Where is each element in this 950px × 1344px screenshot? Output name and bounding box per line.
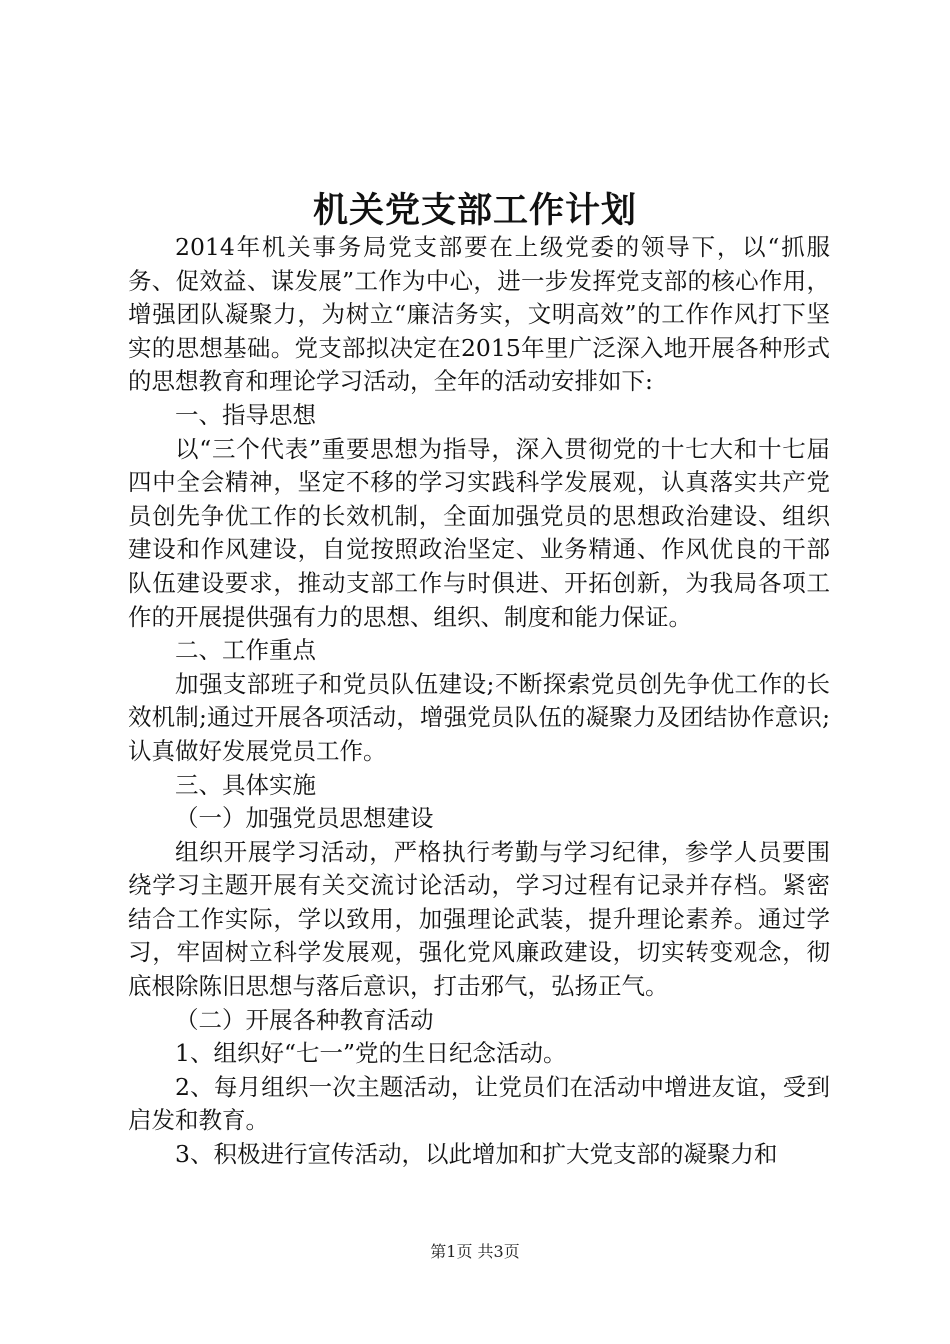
page-footer: 第1页 共3页 xyxy=(430,1242,520,1261)
body-paragraph: 以“三个代表”重要思想为指导，深入贯彻党的十七大和十七届四中全会精神，坚定不移的学习实践科学发展观，认真落实共产党员创先争优工作的长效机制，全面加强党员的思想政治建设、组织建设和作风建设，自觉按照政治坚定、业务精通、作风优良的干部队伍建设要求，推动支部工作与时俱进、开拓创新，为我局各项工作的开展提供强有力的思想、组织、制度和能力保证。 xyxy=(128,434,830,631)
section-heading: 二、工作重点 xyxy=(175,636,316,665)
intro-paragraph: 2014年机关事务局党支部要在上级党委的领导下，以“抓服务、促效益、谋发展”工作为中心，进一步发挥党支部的核心作用，增强团队凝聚力，为树立“廉洁务实，文明高效”的工作作风打下坚实的思想基础。党支部拟决定在2015年里广泛深入地开展各种形式的思想教育和理论学习活动，全年的活动安排如下: xyxy=(128,233,830,396)
document-body xyxy=(128,231,830,1172)
body-paragraph: 组织开展学习活动，严格执行考勤与学习纪律，参学人员要围绕学习主题开展有关交流讨论活动，学习过程有记录并存档。紧密结合工作实际，学以致用，加强理论武装，提升理论素养。通过学习，牢固树立科学发展观，强化党风廉政建设，切实转变观念，彻底根除陈旧思想与落后意识，打击邪气，弘扬正气。 xyxy=(128,837,830,1001)
subsection-heading: （二）开展各种教育活动 xyxy=(175,1005,434,1034)
list-item: 2、每月组织一次主题活动，让党员们在活动中增进友谊，受到启发和教育。 xyxy=(128,1072,830,1135)
document-title: 机关党支部工作计划 xyxy=(312,190,637,231)
list-item: 3、积极进行宣传活动，以此增加和扩大党支部的凝聚力和 xyxy=(175,1140,778,1169)
section-heading: 三、具体实施 xyxy=(175,770,316,799)
subsection-heading: （一）加强党员思想建设 xyxy=(175,804,434,833)
body-paragraph: 加强支部班子和党员队伍建设;不断探索党员创先争优工作的长效机制;通过开展各项活动，增强党员队伍的凝聚力及团结协作意识;认真做好发展党员工作。 xyxy=(128,669,830,765)
list-item: 1、组织好“七一”党的生日纪念活动。 xyxy=(175,1039,567,1068)
section-heading: 一、指导思想 xyxy=(175,400,316,429)
